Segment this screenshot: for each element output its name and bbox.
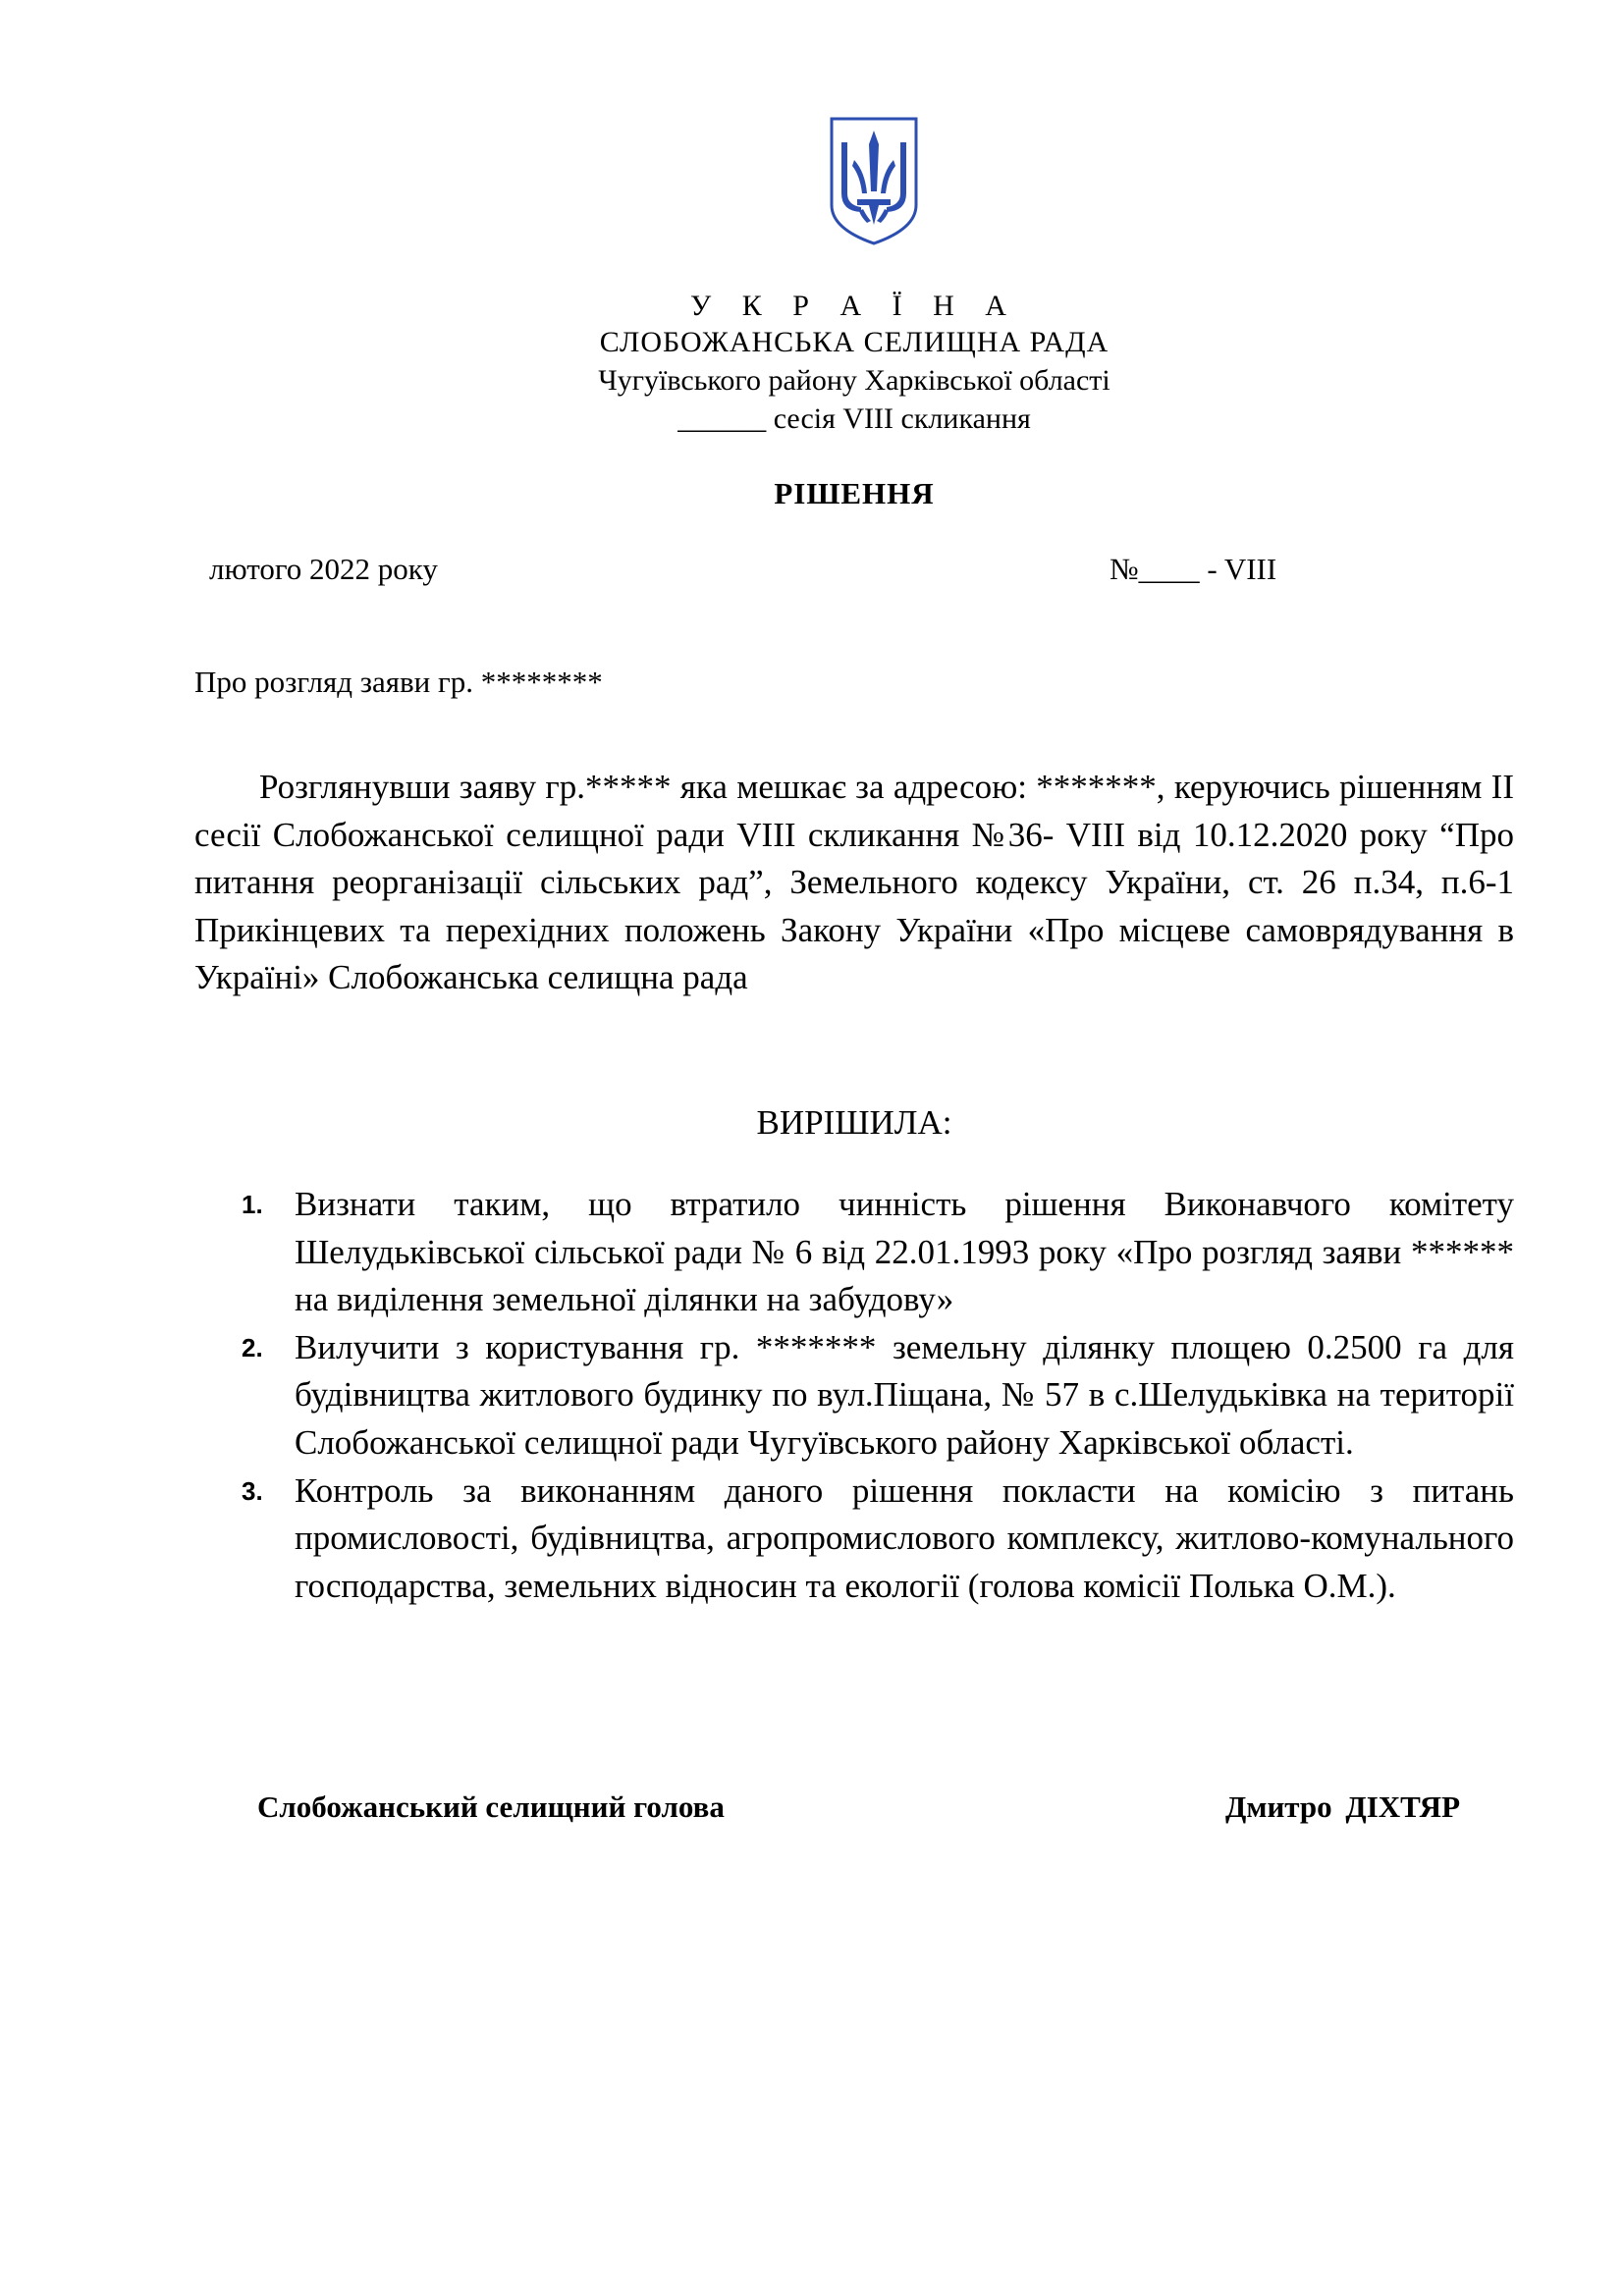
- decided-heading: ВИРІШИЛА:: [756, 1103, 952, 1142]
- decision-text: Вилучити з користування гр. ******* земельну ділянку площею 0.2500 га для будівництва житлового будинку по вул.Піщана, № 57 в с.Шелудьківка на території Слобожанської селищної ради Чугуївського району Харківської області.: [295, 1327, 1514, 1462]
- preamble-paragraph: [194, 764, 1514, 1002]
- decisions-list: [194, 1181, 1514, 1610]
- preamble-text: Розглянувши заяву гр.***** яка мешкає за адресою: *******, керуючись рішенням ІІ сесії Слобожанської селищної ради VIII скликання №36- VIII від 10.12.2020 року “Про питання реорганізації сільських рад”, Земельного кодексу України, ст. 26 п.34, п.6-1 Прикінцевих та перехідних положень Закону України «Про місцеве самоврядування в Україні» Слобожанська селищна рада: [194, 768, 1514, 997]
- decision-item: [194, 1324, 1514, 1468]
- document-date: лютого 2022 року: [209, 552, 438, 586]
- signatory-name: Дмитро ДІХТЯР: [1225, 1789, 1460, 1824]
- decision-text: Визнати таким, що втратило чинність рішення Виконавчого комітету Шелудьківської сільської ради № 6 від 22.01.1993 року «Про розгляд заяви ****** на виділення земельної ділянки на забудову»: [295, 1185, 1514, 1319]
- decision-text: Контроль за виконанням даного рішення покласти на комісію з питань промисловості, будівництва, агропромислового комплексу, житлово-комунального господарства, земельних відносин та екології (голова комісії Полька О.М.).: [295, 1470, 1514, 1605]
- decision-item: [194, 1181, 1514, 1324]
- decision-number: 2.: [242, 1332, 263, 1362]
- document-subject: Про розгляд заяви гр. ********: [194, 665, 603, 699]
- session-heading: ______ сесія VIII скликання: [677, 402, 1031, 435]
- decision-item: [194, 1468, 1514, 1611]
- decision-number: 3.: [242, 1475, 263, 1506]
- signatory-title: Слобожанський селищний голова: [257, 1789, 725, 1824]
- district-heading: Чугуївського району Харківської області: [598, 364, 1110, 397]
- document-type: РІШЕННЯ: [774, 476, 935, 510]
- document-number: №____ - VIII: [1110, 552, 1277, 586]
- country-heading: У К Р А Ї Н А: [690, 290, 1018, 322]
- decision-number: 1.: [242, 1190, 263, 1219]
- coat-of-arms-icon: [828, 115, 920, 247]
- council-heading: СЛОБОЖАНСЬКА СЕЛИЩНА РАДА: [599, 326, 1110, 358]
